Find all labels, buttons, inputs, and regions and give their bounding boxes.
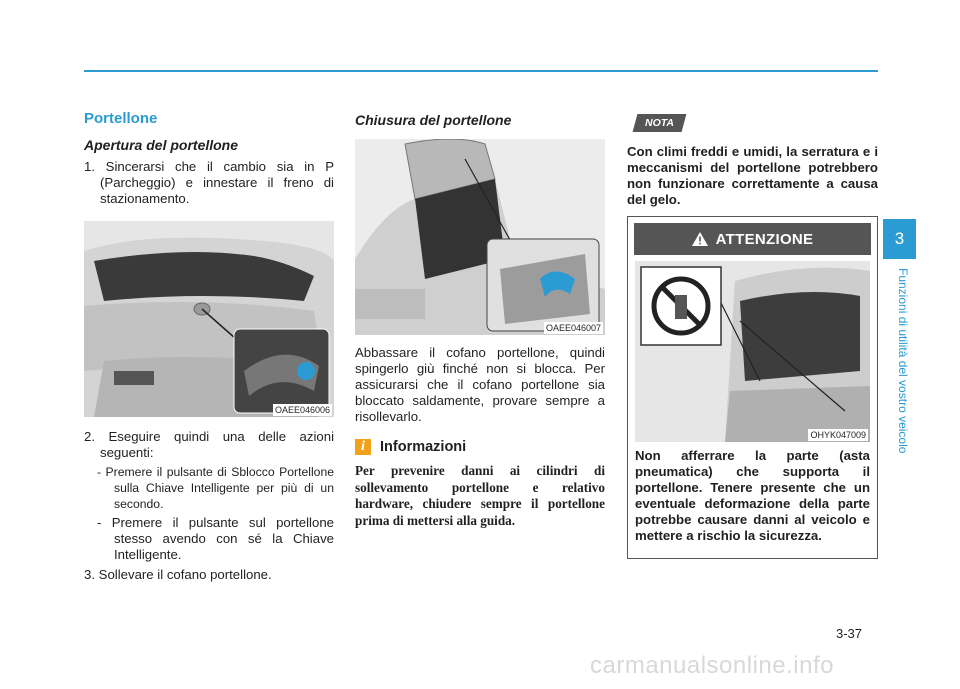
watermark: carmanualsonline.info [590, 652, 834, 679]
info-title: Informazioni [380, 439, 467, 455]
bullet-smart-key: - Premere il pulsante di Sblocco Portellone sulla Chiave Intelligente per più di un secondo. [97, 465, 334, 511]
step-3: 3. Sollevare il cofano portellone. [84, 567, 272, 582]
figure-tailgate-open-button [84, 221, 334, 417]
section-title: Portellone [84, 110, 158, 127]
warning-box [627, 216, 878, 559]
nota-text: Con climi freddi e umidi, la serratura e i meccanismi del portellone potrebbero non funzionare correttamente a causa del gelo. [627, 144, 878, 207]
bullet-tailgate-button: - Premere il pulsante sul portellone stesso avendo con sé la Chiave Intelligente. [97, 515, 334, 562]
step-1: 1. Sincerarsi che il cambio sia in P (Parcheggio) e innestare il freno di stazionamento. [84, 159, 334, 206]
page-number: 3-37 [836, 626, 863, 641]
chapter-tab: 3 [883, 219, 916, 259]
column-middle [355, 106, 605, 529]
nota-label: NOTA [645, 117, 674, 129]
closing-instructions: Abbassare il cofano portellone, quindi spingerlo giù finché non si blocca. Per assicurarsi che il cofano portellone sia bloccato saldamente, provare sempre a risollevarlo. [355, 345, 605, 424]
warning-header [634, 223, 871, 255]
header-rule [84, 70, 878, 72]
figure-code: OAEE046006 [274, 405, 330, 415]
car-tailgate-illustration [355, 139, 605, 335]
column-left [84, 106, 334, 585]
figure-code: OAEE046007 [545, 323, 601, 333]
figure-tailgate-closing [355, 139, 605, 335]
chapter-title-text: Funzioni di utilità del vostro veicolo [896, 268, 910, 454]
warning-title: ATTENZIONE [715, 230, 814, 248]
warning-triangle-icon [692, 232, 708, 246]
info-header [355, 439, 605, 455]
gas-strut-illustration [635, 261, 870, 442]
figure-code: OHYK047009 [810, 430, 866, 440]
step-2: 2. Eseguire quindi una delle azioni seguenti: [84, 429, 334, 460]
subtitle-closing: Chiusura del portellone [355, 112, 512, 128]
subtitle-opening: Apertura del portellone [84, 137, 239, 153]
car-rear-illustration [84, 221, 334, 417]
info-icon: i [355, 439, 371, 455]
figure-gas-strut-warning [635, 261, 870, 442]
info-text: Per prevenire danni ai cilindri di sollevamento portellone e relativo hardware, chiudere sempre il portellone prima di mettersi alla guida. [355, 463, 605, 528]
chapter-title [894, 268, 912, 498]
warning-text: Non afferrare la parte (asta pneumatica) che supporta il portellone. Tenere presente che un eventuale deformazione della parte potrebbe causare danni al veicolo e mettere a rischio la sicurezza. [635, 448, 870, 543]
nota-badge [633, 114, 687, 132]
column-right [627, 106, 878, 559]
